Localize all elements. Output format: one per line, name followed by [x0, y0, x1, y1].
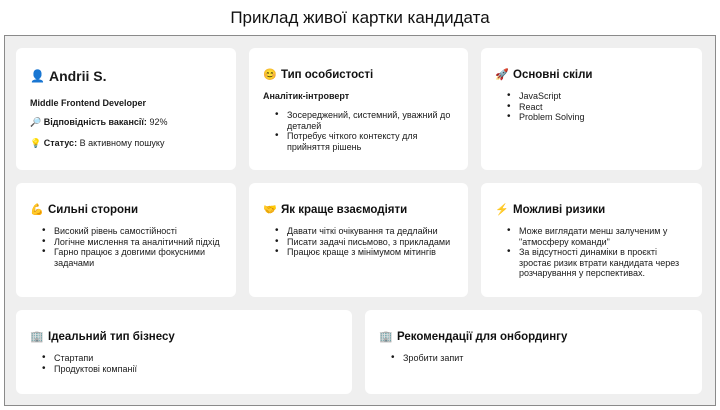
personality-heading [263, 68, 454, 81]
office-building-icon: 🏢 [379, 331, 393, 343]
smile-icon: 😊 [263, 69, 277, 81]
fit-value: 92% [149, 117, 168, 127]
list-item: • Продуктові компанії [42, 364, 338, 375]
strengths-card [16, 183, 236, 297]
skills-title: Основні скіли [513, 68, 593, 81]
business-type-card [16, 310, 352, 394]
list-item: • Працює краще з мінімумом мітингів [275, 247, 454, 258]
strengths-heading [30, 203, 222, 216]
list-item: • Problem Solving [507, 112, 688, 123]
candidate-role: Middle Frontend Developer [30, 98, 147, 108]
risks-card [481, 183, 702, 297]
user-icon: 👤 [30, 69, 45, 83]
risks-heading [495, 203, 688, 216]
personality-title: Тип особистості [281, 68, 374, 81]
handshake-icon: 🤝 [263, 204, 277, 216]
fit-label: Відповідність вакансії: [43, 117, 147, 127]
muscle-icon: 💪 [30, 204, 44, 216]
office-building-icon: 🏢 [30, 331, 44, 343]
status-label: Статус: [43, 138, 78, 148]
skills-card [481, 48, 702, 170]
page-title: Приклад живої картки кандидата [230, 8, 490, 27]
status-value: В активному пошуку [79, 138, 165, 148]
list-item: • За відсутності динаміки в проєкті зростає ризик втрати кандидата через розчарування у перспективах. [507, 247, 688, 279]
business-title: Ідеальний тип бізнесу [48, 330, 175, 343]
magnifier-icon: 🔎 [30, 117, 42, 127]
interaction-card [249, 183, 468, 297]
interaction-heading [263, 203, 454, 216]
fit-line [30, 117, 222, 128]
personality-type: Аналітик-інтроверт [263, 91, 350, 101]
list-item: • JavaScript [507, 91, 688, 102]
list-item: • Високий рівень самостійності [42, 226, 222, 237]
lightbulb-icon: 💡 [30, 138, 42, 148]
interaction-list [263, 226, 454, 258]
personality-card [249, 48, 468, 170]
skills-heading [495, 68, 688, 81]
lightning-icon: ⚡ [495, 204, 509, 216]
interaction-title: Як краще взаємодіяти [281, 203, 408, 216]
strengths-list [30, 226, 222, 268]
candidate-name: Andrii S. [48, 68, 107, 84]
rocket-icon: 🚀 [495, 69, 509, 81]
list-item: • React [507, 102, 688, 113]
list-item: • Давати чіткі очікування та дедлайни [275, 226, 454, 237]
status-line [30, 138, 222, 149]
strengths-title: Сильні сторони [48, 203, 139, 216]
onboarding-title: Рекомендації для онбордингу [397, 330, 568, 343]
onboarding-heading [379, 330, 688, 343]
list-item: • Зосереджений, системний, уважний до деталей [275, 110, 454, 131]
list-item: • Може виглядати менш залученим у "атмосферу команди" [507, 226, 688, 247]
list-item: • Стартапи [42, 353, 338, 364]
personality-list [263, 110, 454, 152]
risks-title: Можливі ризики [513, 203, 606, 216]
list-item: • Потребує чіткого контексту для прийняття рішень [275, 131, 454, 152]
onboarding-card [365, 310, 702, 394]
skills-list [495, 91, 688, 123]
onboarding-list [379, 353, 688, 364]
candidate-name-row [30, 68, 222, 84]
list-item: • Гарно працює з довгими фокусними задачами [42, 247, 222, 268]
list-item: • Писати задачі письмово, з прикладами [275, 237, 454, 248]
business-list [30, 353, 338, 374]
request-item: • Зробити запит [391, 353, 688, 364]
business-heading [30, 330, 338, 343]
list-item: • Логічне мислення та аналітичний підхід [42, 237, 222, 248]
risks-list [495, 226, 688, 279]
profile-card [16, 48, 236, 170]
